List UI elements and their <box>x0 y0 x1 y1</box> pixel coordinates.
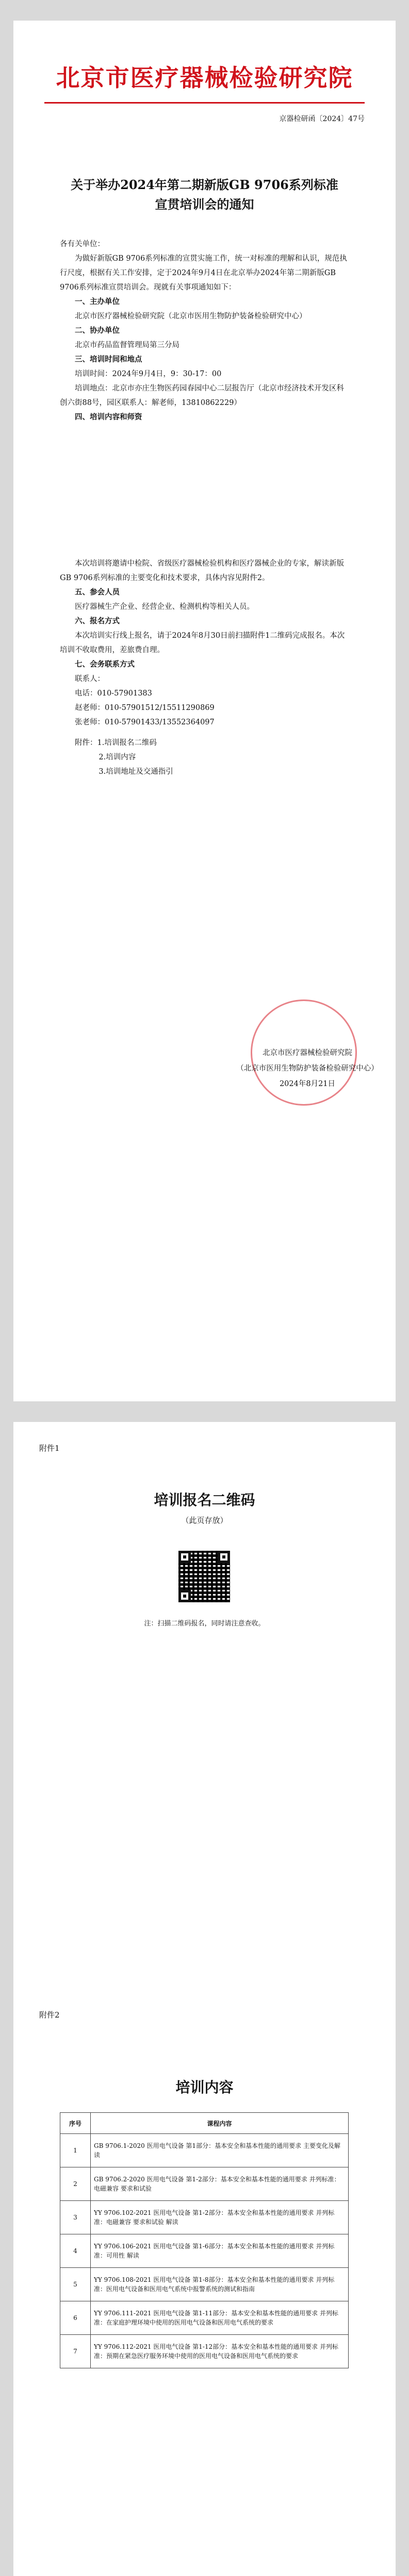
table-row <box>60 2134 349 2167</box>
section-text: 培训地点：北京市亦庄生物医药园春园中心二层报告厅（北京市经济技术开发区科创六街88号，园区联系人：解老师，13810862229） <box>60 384 344 407</box>
notice-page <box>13 21 396 1401</box>
document-number: 京器检研函〔2024〕47号 <box>279 115 365 123</box>
section-text: 医疗器械生产企业、经营企业、检测机构等相关人员。 <box>75 603 254 611</box>
row-number: 6 <box>60 2301 91 2335</box>
table-header-no: 序号 <box>60 2113 91 2134</box>
row-content: YY 9706.108-2021 医用电气设备 第1-8部分：基本安全和基本性能的通用要求 并列标准：医用电气设备和医用电气系统中报警系统的测试和指南 <box>91 2268 349 2301</box>
section-heading: 七、会务联系方式 <box>75 660 135 669</box>
section-text: 北京市药品监督管理局第三分局 <box>75 341 179 349</box>
table-row <box>60 2268 349 2301</box>
row-number: 1 <box>60 2134 91 2167</box>
section-text: 北京市医疗器械检验研究院（北京市医用生物防护装备检验研究中心） <box>75 312 307 320</box>
row-content: YY 9706.102-2021 医用电气设备 第1-2部分：基本安全和基本性能的通用要求 并列标准：电磁兼容 要求和试验 解读 <box>91 2201 349 2234</box>
row-content: YY 9706.112-2021 医用电气设备 第1-12部分：基本安全和基本性能的通用要求 并列标准：预期在紧急医疗服务环境中使用的医用电气设备和医用电气系统的要求 <box>91 2335 349 2368</box>
section-heading: 二、协办单位 <box>75 326 120 335</box>
notice-body <box>60 237 349 425</box>
notice-body-cont <box>60 556 349 779</box>
signature-org-alt: （北京市医用生物防护装备检验研究中心） <box>236 1064 379 1073</box>
table-row <box>60 2335 349 2368</box>
qr-finder <box>218 1551 230 1563</box>
signature-org: 北京市医疗器械检验研究院 <box>263 1049 352 1057</box>
table-row <box>60 2167 349 2201</box>
contact-line: 赵老师：010-57901512/15511290869 <box>75 704 215 712</box>
section-text: 本次培训将邀请中检院、省级医疗器械检验机构和医疗器械企业的专家，解读新版GB 9706系列标准的主要变化和技术要求，具体内容见附件2。 <box>60 560 344 582</box>
qr-note: 注：扫描二维码报名，同时请注意查收。 <box>144 1620 265 1628</box>
intro-paragraph: 为做好新版GB 9706系列标准的宣贯实施工作，统一对标准的理解和认识，规范执行尺度，根据有关工作安排，定于2024年9月4日在北京举办2024年第二期新版GB 9706系列标准宣贯培训会。现就有关事项通知如下： <box>60 255 347 292</box>
contact-line: 张老师：010-57901433/13552364097 <box>75 718 215 726</box>
section-text: 培训时间：2024年9月4日，9：30-17：00 <box>75 370 222 378</box>
attachment-line: 2.培训内容 <box>99 753 136 761</box>
qr-finder <box>178 1551 191 1563</box>
row-content: YY 9706.106-2021 医用电气设备 第1-6部分：基本安全和基本性能的通用要求 并列标准：可用性 解读 <box>91 2234 349 2268</box>
section-text: 本次培训实行线上报名，请于2024年8月30日前扫描附件1二维码完成报名。本次培训不收取费用，差旅费自理。 <box>60 632 345 654</box>
row-number: 3 <box>60 2201 91 2234</box>
contact-line: 联系人： <box>75 675 105 683</box>
row-content: YY 9706.111-2021 医用电气设备 第1-11部分：基本安全和基本性能的通用要求 并列标准：在家庭护理环境中使用的医用电气设备和医用电气系统的要求 <box>91 2301 349 2335</box>
attachment-line: 3.培训地址及交通指引 <box>99 768 173 776</box>
row-content: GB 9706.2-2020 医用电气设备 第1-2部分：基本安全和基本性能的通用要求 并列标准：电磁兼容 要求和试验 <box>91 2167 349 2201</box>
row-content: GB 9706.1-2020 医用电气设备 第1部分：基本安全和基本性能的通用要求 主要变化及解读 <box>91 2134 349 2167</box>
row-number: 2 <box>60 2167 91 2201</box>
attachment-line: 附件：1.培训报名二维码 <box>75 739 157 747</box>
notice-title: 关于举办2024年第二期新版GB 9706系列标准宣贯培训会的通知 <box>71 177 338 212</box>
letterhead-divider <box>44 102 365 104</box>
table-row <box>60 2301 349 2335</box>
section-heading: 四、培训内容和师资 <box>75 413 142 421</box>
row-number: 7 <box>60 2335 91 2368</box>
attachment-1-page <box>13 1422 396 1989</box>
row-number: 5 <box>60 2268 91 2301</box>
table-header-row <box>60 2113 349 2134</box>
table-header-content: 课程内容 <box>91 2113 349 2134</box>
course-table <box>60 2112 349 2368</box>
qr-code[interactable] <box>178 1551 230 1602</box>
section-heading: 一、主办单位 <box>75 297 120 306</box>
attachment-label: 附件1 <box>39 1444 60 1453</box>
section-heading: 五、参会人员 <box>75 588 120 597</box>
contact-line: 电话：010-57901383 <box>75 689 152 698</box>
section-heading: 六、报名方式 <box>75 617 120 625</box>
qr-finder <box>178 1590 191 1602</box>
row-number: 4 <box>60 2234 91 2268</box>
table-row <box>60 2201 349 2234</box>
section-heading: 三、培训时间和地点 <box>75 355 142 364</box>
signature-date: 2024年8月21日 <box>279 1080 336 1088</box>
salutation: 各有关单位： <box>60 240 105 248</box>
attachment-title: 培训报名二维码 <box>154 1492 255 1509</box>
org-letterhead-title: 北京市医疗器械检验研究院 <box>56 64 353 92</box>
attachment-label: 附件2 <box>39 2010 60 2020</box>
attachment-subtitle: （此页存放） <box>181 1516 228 1525</box>
table-row <box>60 2234 349 2268</box>
attachment-title: 培训内容 <box>175 2079 234 2096</box>
attachment-2-page <box>13 1989 396 2576</box>
